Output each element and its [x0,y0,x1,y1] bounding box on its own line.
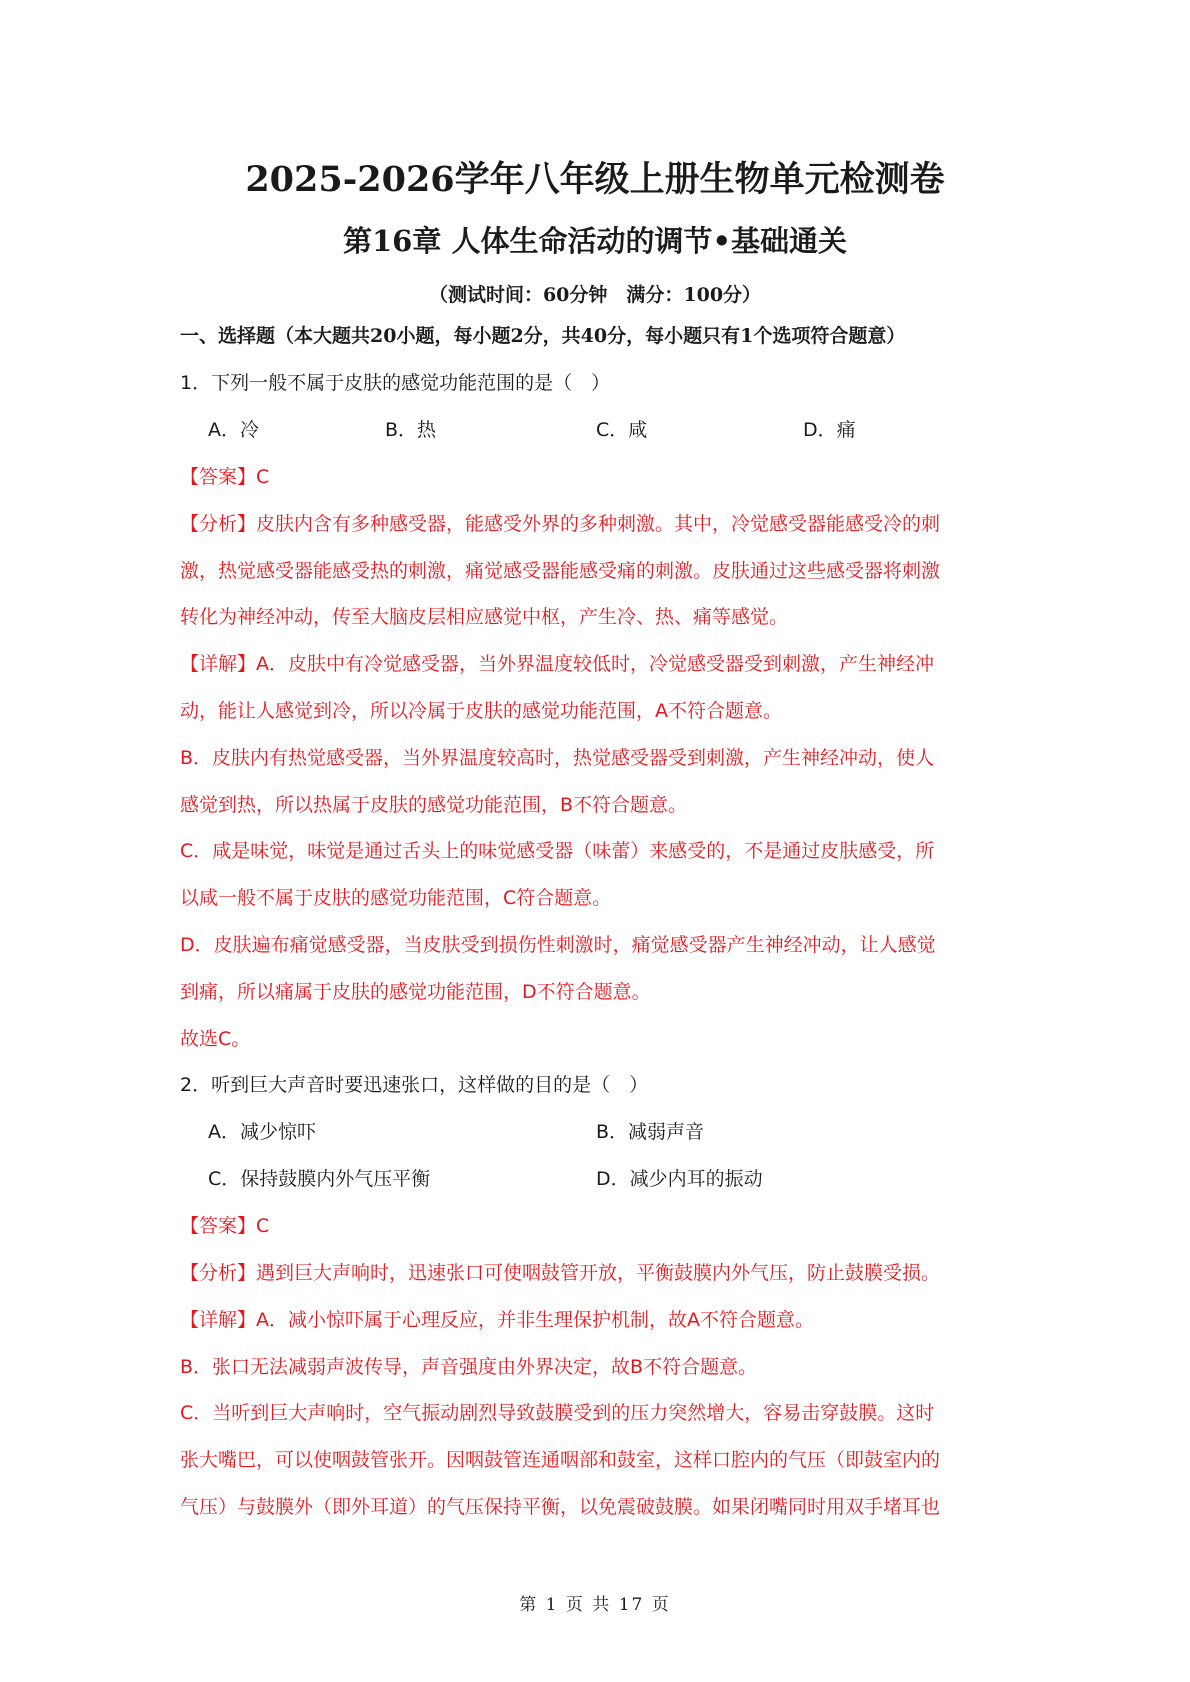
q2-option-a: A．减少惊吓 [208,1121,316,1143]
q1-option-c: C．咸 [596,419,648,441]
q1-option-d: D．痛 [803,419,856,441]
q1-detail-line: B．皮肤内有热觉感受器，当外界温度较高时，热觉感受器受到刺激，产生神经冲动，使人 [180,747,935,769]
q2-stem: 2．听到巨大声音时要迅速张口，这样做的目的是（ ） [180,1074,649,1096]
q2-detail-line [180,1306,1010,1334]
page-subtitle: 第16章 人体生命活动的调节•基础通关 [343,224,847,258]
q2-option-d: D．减少内耳的振动 [596,1168,763,1190]
q1-answer [180,463,1010,491]
q1-analysis-line: 转化为神经冲动，传至大脑皮层相应感觉中枢，产生冷、热、痛等感觉。 [180,606,789,628]
analysis-tag: 【分析】 [180,1262,257,1284]
q1-detail-line: 以咸一般不属于皮肤的感觉功能范围，C符合题意。 [180,887,612,909]
page-footer: 第 1 页 共 17 页 [519,1595,671,1615]
q1-detail-line: 动，能让人感觉到冷，所以冷属于皮肤的感觉功能范围，A不符合题意。 [180,700,782,722]
q2-answer [180,1212,1010,1240]
q2-option-b: B．减弱声音 [596,1121,705,1143]
q1-option-a: A．冷 [208,419,259,441]
exam-meta: （测试时间：60分钟 满分：100分） [428,284,762,306]
detail-text: A．减小惊吓属于心理反应，并非生理保护机制，故A不符合题意。 [256,1309,815,1331]
detail-tag: 【详解】 [180,1309,257,1331]
q1-analysis-line: 激，热觉感受器能感受热的刺激，痛觉感受器能感受痛的刺激。皮肤通过这些感受器将刺激 [180,560,941,582]
answer-tag: 【答案】 [180,466,257,488]
q2-analysis-line [180,1259,1010,1287]
q1-analysis-line [180,510,1010,538]
q1-stem: 1．下列一般不属于皮肤的感觉功能范围的是（ ） [180,372,611,394]
q1-detail-line: D．皮肤遍布痛觉感受器，当皮肤受到损伤性刺激时，痛觉感受器产生神经冲动，让人感觉 [180,934,936,956]
q2-detail-line: C．当听到巨大声响时，空气振动剧烈导致鼓膜受到的压力突然增大，容易击穿鼓膜。这时 [180,1402,935,1424]
q1-option-b: B．热 [385,419,437,441]
analysis-text: 遇到巨大声响时，迅速张口可使咽鼓管开放，平衡鼓膜内外气压，防止鼓膜受损。 [256,1262,941,1284]
answer-value: C [256,1215,270,1237]
q1-detail-line: 故选C。 [180,1028,251,1050]
page-title: 2025-2026学年八年级上册生物单元检测卷 [245,159,945,200]
q2-detail-line: 气压）与鼓膜外（即外耳道）的气压保持平衡，以免震破鼓膜。如果闭嘴同时用双手堵耳也 [180,1496,941,1518]
q1-detail-line: 感觉到热，所以热属于皮肤的感觉功能范围，B不符合题意。 [180,794,688,816]
answer-tag: 【答案】 [180,1215,257,1237]
analysis-text: 皮肤内含有多种感受器，能感受外界的多种刺激。其中，冷觉感受器能感受冷的刺 [256,513,941,535]
section-heading: 一、选择题（本大题共20小题，每小题2分，共40分，每小题只有1个选项符合题意） [180,325,906,347]
q1-detail-line: C．咸是味觉，味觉是通过舌头上的味觉感受器（味蕾）来感受的，不是通过皮肤感受，所 [180,840,935,862]
answer-value: C [256,466,270,488]
q1-detail-line: 到痛，所以痛属于皮肤的感觉功能范围，D不符合题意。 [180,981,651,1003]
q2-option-c: C．保持鼓膜内外气压平衡 [208,1168,431,1190]
q1-detail-line [180,650,1010,678]
q2-detail-line: 张大嘴巴，可以使咽鼓管张开。因咽鼓管连通咽部和鼓室，这样口腔内的气压（即鼓室内的 [180,1449,941,1471]
detail-text: A．皮肤中有冷觉感受器，当外界温度较低时，冷觉感受器受到刺激，产生神经冲 [256,653,935,675]
q2-detail-line: B．张口无法减弱声波传导，声音强度由外界决定，故B不符合题意。 [180,1356,758,1378]
detail-tag: 【详解】 [180,653,257,675]
analysis-tag: 【分析】 [180,513,257,535]
